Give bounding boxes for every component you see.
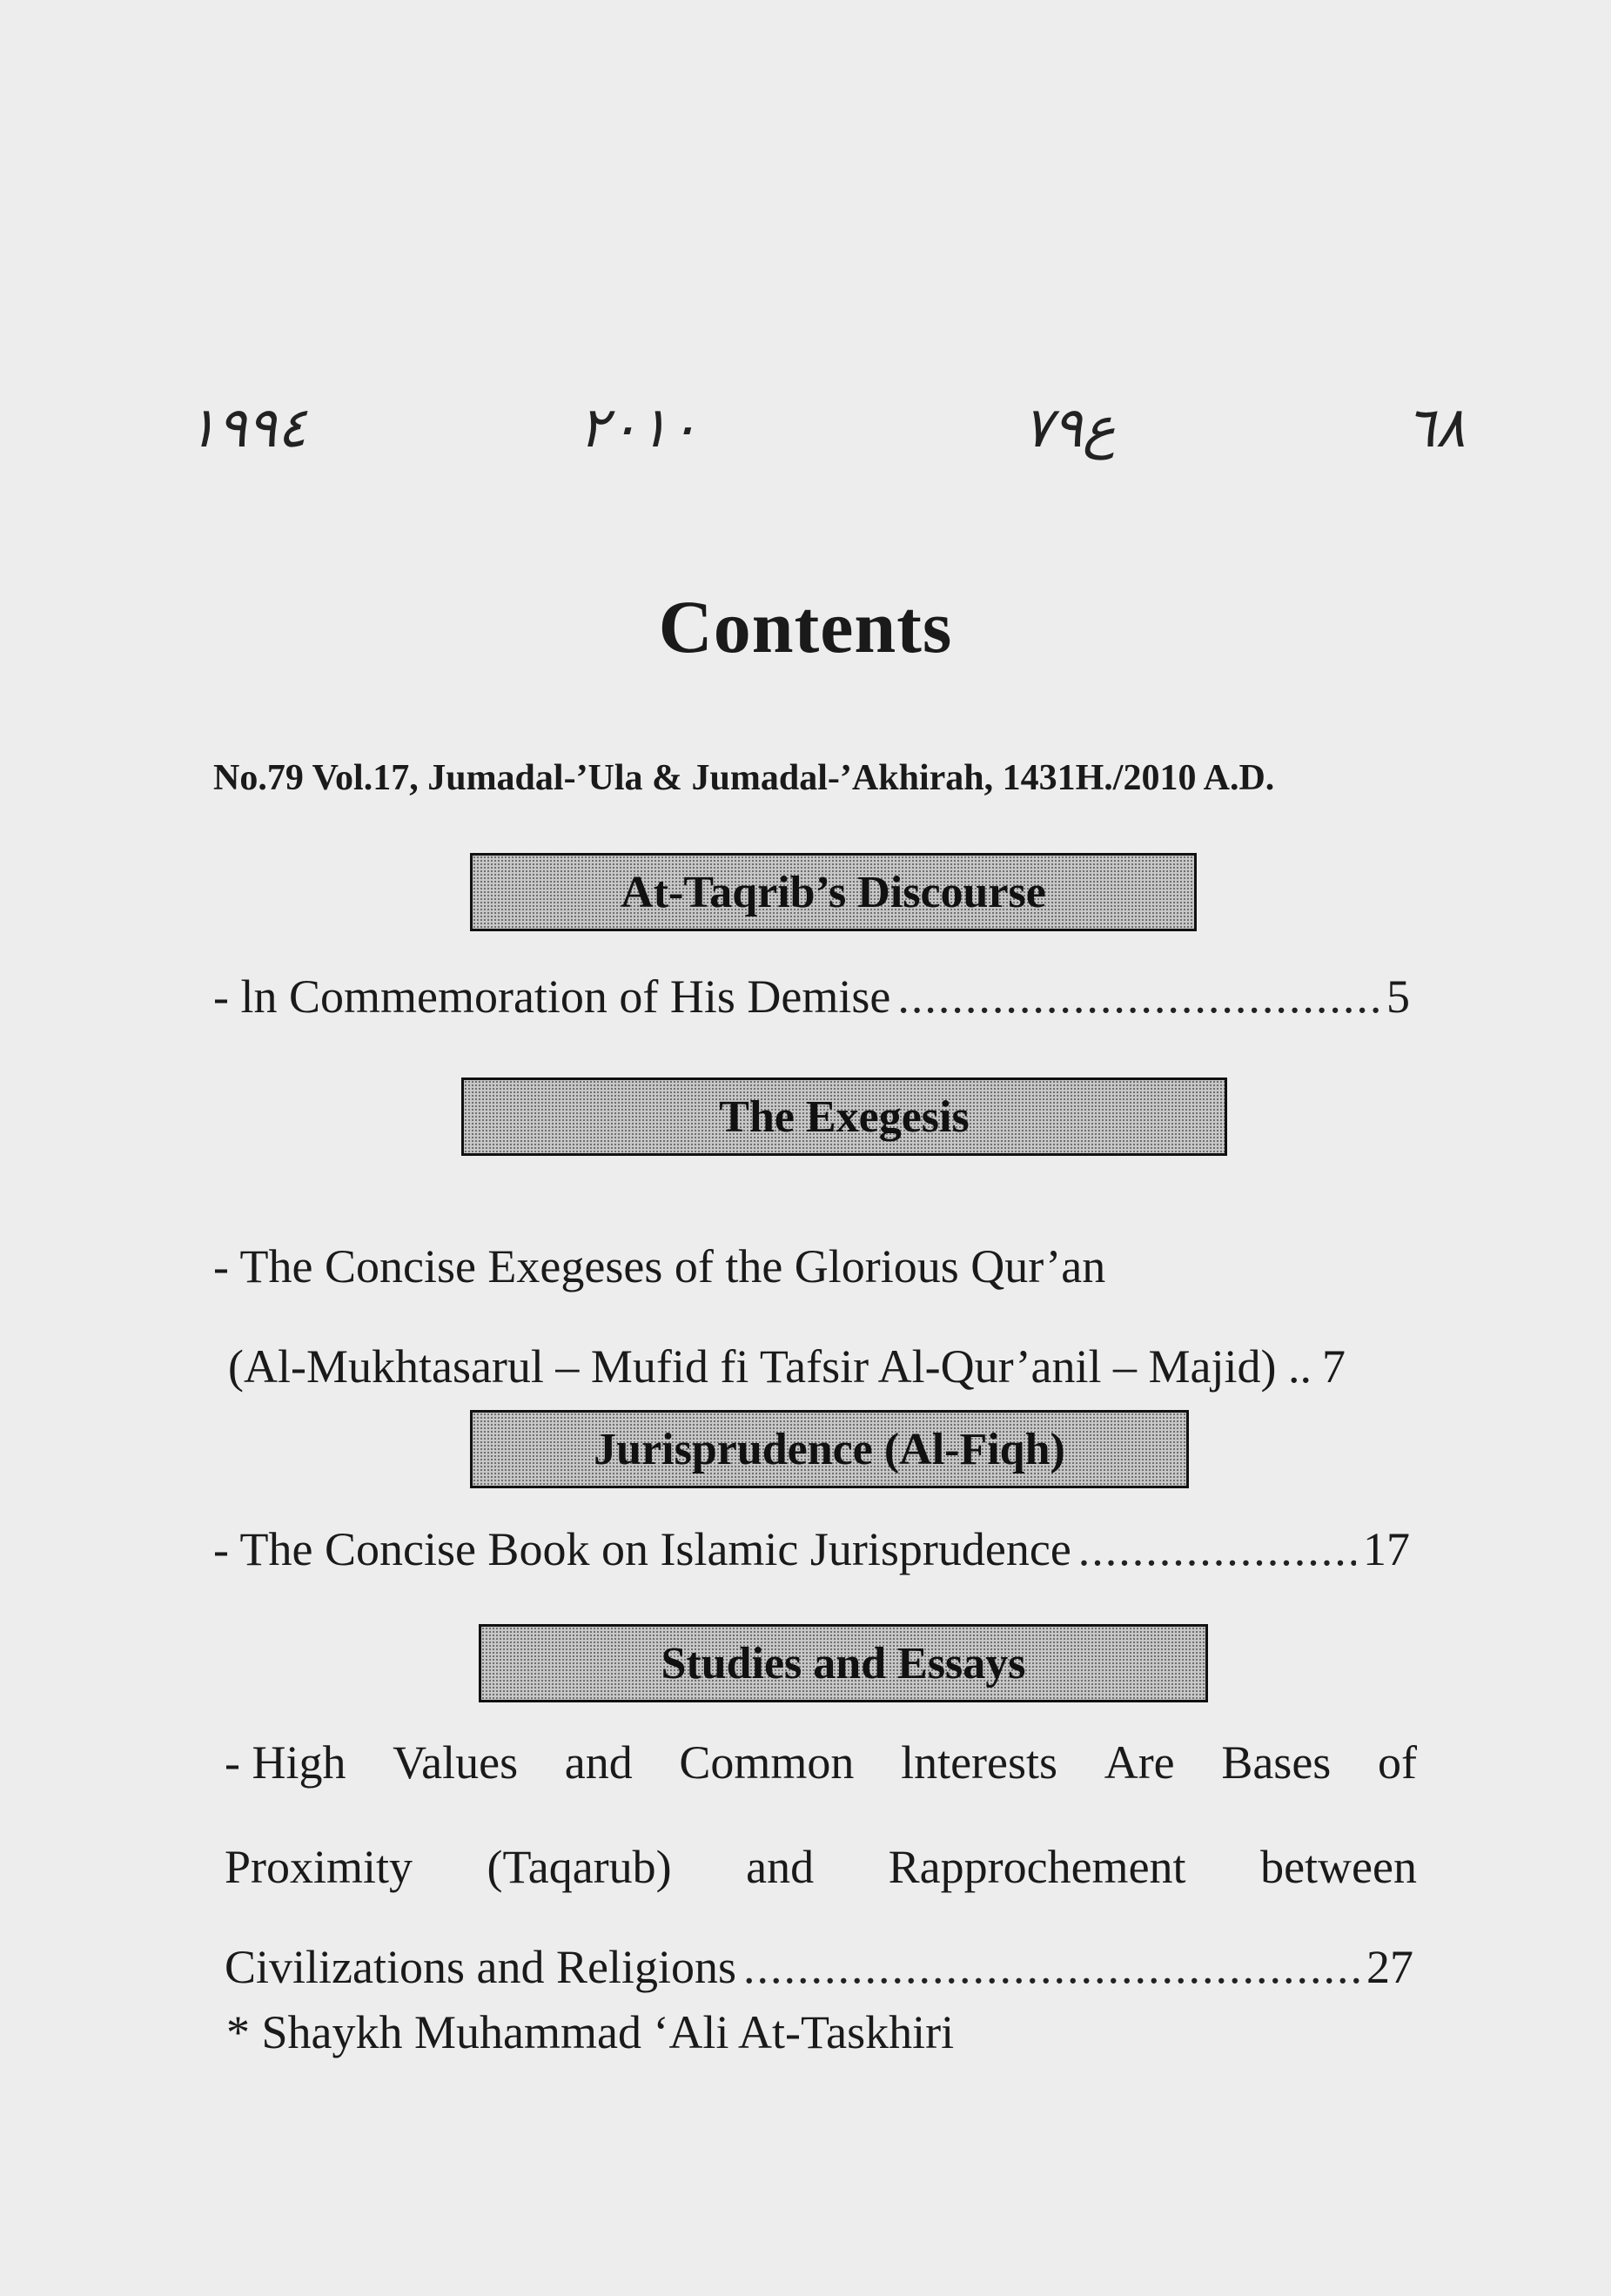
page-title: Contents (658, 585, 953, 668)
toc-page-number: 17 (1363, 1523, 1410, 1575)
word: Rapprochement (888, 1841, 1186, 1893)
toc-entry-title: - The Concise Book on Islamic Jurisprudence (213, 1523, 1071, 1575)
word: and (746, 1841, 815, 1893)
toc-page-number: 7 (1322, 1340, 1346, 1393)
handwritten-note: ٢٠١٠ (579, 396, 699, 460)
toc-entry-title-line[interactable] (225, 1732, 1417, 1793)
toc-page-number: 27 (1366, 1941, 1413, 1993)
toc-entry[interactable] (228, 1336, 1413, 1397)
word: Values (393, 1736, 519, 1789)
word: of (1377, 1736, 1417, 1789)
toc-entry-title: (Al-Mukhtasarul – Mufid fi Tafsir Al-Qur’anil – Majid) .. (228, 1340, 1312, 1393)
toc-entry-title: Civilizations and Religions (225, 1941, 736, 1993)
word: Are (1104, 1736, 1175, 1789)
dot-leader (743, 1937, 1359, 1997)
word: and (564, 1736, 633, 1789)
toc-author: * Shaykh Muhammad ‘Ali At-Taskhiri (226, 2006, 955, 2058)
handwritten-note: ١٩٩٤ (187, 396, 307, 460)
toc-entry[interactable] (213, 966, 1410, 1027)
word: Common (679, 1736, 855, 1789)
handwritten-annotation (187, 396, 1493, 492)
dot-leader (1078, 1519, 1356, 1580)
word: - High (225, 1736, 346, 1789)
toc-entry-title-line[interactable] (225, 1836, 1417, 1897)
section-heading-studies: Studies and Essays (479, 1624, 1208, 1702)
word: Proximity (225, 1841, 413, 1893)
handwritten-note: ع٧٩ (1023, 396, 1116, 460)
toc-entry-title: - ln Commemoration of His Demise (213, 970, 891, 1023)
toc-entry[interactable] (225, 1937, 1413, 1997)
toc-page-number: 5 (1386, 970, 1410, 1023)
word: lnterests (901, 1736, 1058, 1789)
section-heading-discourse: At-Taqrib’s Discourse (470, 853, 1197, 931)
section-heading-jurisprudence: Jurisprudence (Al-Fiqh) (470, 1410, 1189, 1488)
word: (Taqarub) (487, 1841, 672, 1893)
section-heading-exegesis: The Exegesis (461, 1078, 1227, 1156)
dot-leader (897, 966, 1379, 1027)
toc-entry-title-line[interactable]: - The Concise Exegeses of the Glorious Qur’an (213, 1240, 1106, 1292)
word: between (1260, 1841, 1417, 1893)
issue-info: No.79 Vol.17, Jumadal-’Ula & Jumadal-’Akhirah, 1431H./2010 A.D. (213, 758, 1275, 798)
word: Bases (1221, 1736, 1332, 1789)
toc-entry[interactable] (213, 1519, 1410, 1580)
handwritten-note: ٦٨ (1406, 396, 1466, 460)
